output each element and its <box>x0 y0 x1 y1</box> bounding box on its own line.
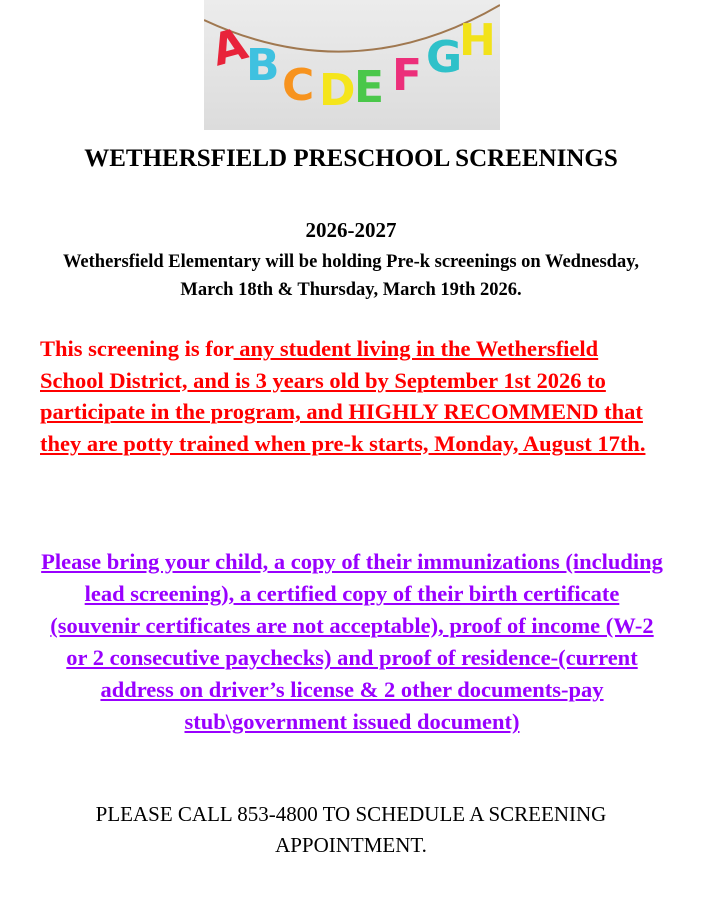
letter-e: E <box>354 62 385 113</box>
letter-g: G <box>426 32 463 83</box>
letter-a: A <box>206 18 253 77</box>
letter-b: B <box>246 40 280 91</box>
letter-d: D <box>319 65 356 116</box>
screening-dates: Wethersfield Elementary will be holding Pre-k screenings on Wednesday, March 18th & Thursday, March 19th 2026. <box>62 252 640 300</box>
school-year: 2026-2027 <box>305 218 397 242</box>
page-title: WETHERSFIELD PRESCHOOL SCREENINGS <box>84 145 618 172</box>
eligibility-details: any student living in the Wethersfield School District, and is 3 years old by September 1st 2026 to participate in the program, and HIGHLY RECOMMEND that they are potty trained when pre-k starts, Monday, August 17th. <box>40 336 646 456</box>
eligibility-paragraph <box>40 333 665 459</box>
letter-h: H <box>459 15 496 66</box>
alphabet-garland-illustration <box>204 0 500 130</box>
eligibility-lead: This screening is for <box>40 336 234 361</box>
letter-f: F <box>392 50 423 101</box>
letter-c: C <box>282 60 315 111</box>
call-to-action: PLEASE CALL 853-4800 TO SCHEDULE A SCREENING APPOINTMENT. <box>95 802 607 857</box>
requirements-paragraph: Please bring your child, a copy of their immunizations (including lead screening), a certified copy of their birth certificate (souvenir certificates are not acceptable), proof of income (W-2 or 2 consecutive paychecks) and proof of residence-(current address on driver’s license & 2 other documents-pay stub\government issued document) <box>41 549 663 734</box>
alphabet-banner-image <box>204 0 500 130</box>
